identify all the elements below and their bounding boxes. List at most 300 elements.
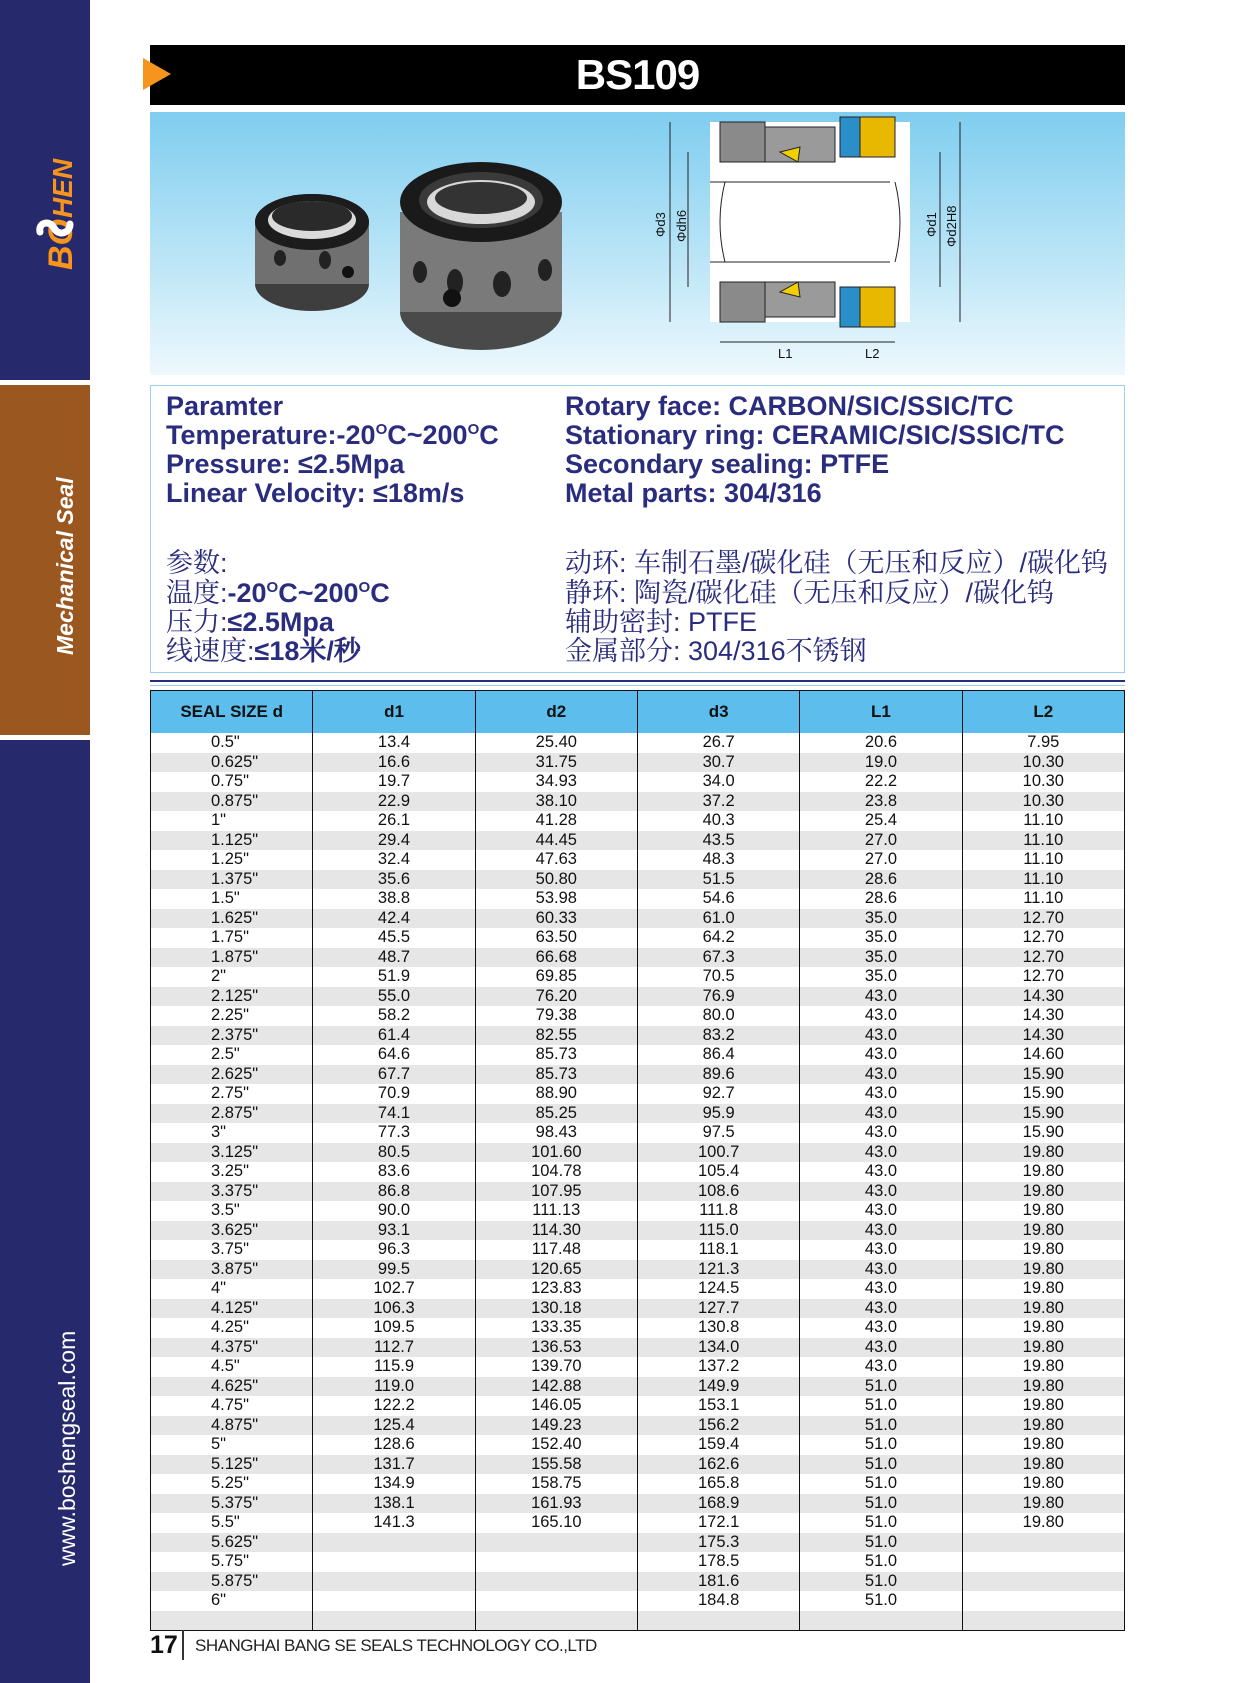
table-cell: 19.80 <box>962 1435 1124 1455</box>
table-cell: 34.0 <box>637 772 799 792</box>
table-cell: 19.7 <box>313 772 475 792</box>
label-L2: L2 <box>865 346 880 361</box>
table-row <box>151 909 1125 929</box>
table-cell: 43.0 <box>800 1065 962 1085</box>
sidebar-separator <box>0 380 90 385</box>
table-cell: 117.48 <box>475 1240 637 1260</box>
divider-line <box>150 685 1125 686</box>
table-cell: 63.50 <box>475 928 637 948</box>
table-cell: 43.0 <box>800 1357 962 1377</box>
table-cell <box>313 1552 475 1572</box>
table-cell: 10.30 <box>962 772 1124 792</box>
table-cell: 31.75 <box>475 753 637 773</box>
small-seal-image <box>255 194 369 311</box>
table-cell: 64.6 <box>313 1045 475 1065</box>
table-cell: 53.98 <box>475 889 637 909</box>
table-cell: 3.125" <box>151 1143 313 1163</box>
table-cell: 100.7 <box>637 1143 799 1163</box>
table-cell: 5.375" <box>151 1494 313 1514</box>
table-cell: 32.4 <box>313 850 475 870</box>
website-link[interactable]: www.boshengseal.com <box>54 1330 80 1566</box>
table-cell: 115.0 <box>637 1221 799 1241</box>
divider-line <box>150 680 1125 682</box>
table-row <box>151 1591 1125 1611</box>
spec-cn-stationary: 静环: 陶瓷/碳化硅（无压和反应）/碳化钨 <box>565 578 1055 608</box>
sidebar-separator <box>0 735 90 740</box>
table-row <box>151 1318 1125 1338</box>
table-cell: 1.75" <box>151 928 313 948</box>
table-cell: 11.10 <box>962 850 1124 870</box>
table-cell: 4.375" <box>151 1338 313 1358</box>
table-cell: 134.0 <box>637 1338 799 1358</box>
table-cell: 48.7 <box>313 948 475 968</box>
table-cell: 142.88 <box>475 1377 637 1397</box>
spec-velocity: Linear Velocity: ≤18m/s <box>166 478 465 508</box>
table-cell: 2.5" <box>151 1045 313 1065</box>
table-cell: 19.80 <box>962 1338 1124 1358</box>
table-cell: 2.875" <box>151 1104 313 1124</box>
table-cell: 58.2 <box>313 1006 475 1026</box>
table-cell: 85.73 <box>475 1065 637 1085</box>
table-cell <box>313 1611 475 1631</box>
table-cell: 19.80 <box>962 1299 1124 1319</box>
table-cell: 111.8 <box>637 1201 799 1221</box>
table-cell: 165.8 <box>637 1474 799 1494</box>
specification-panel <box>150 385 1125 673</box>
table-cell: 181.6 <box>637 1572 799 1592</box>
product-photo <box>150 112 1125 375</box>
table-cell: 80.5 <box>313 1143 475 1163</box>
spec-cn-temperature: 温度$:-20^OC\sim 200^OC$ <box>166 578 390 608</box>
table-cell: 119.0 <box>313 1377 475 1397</box>
table-cell: 1.625" <box>151 909 313 929</box>
table-cell: 149.23 <box>475 1416 637 1436</box>
table-cell: 131.7 <box>313 1455 475 1475</box>
table-cell: 20.6 <box>800 733 962 753</box>
table-cell: 88.90 <box>475 1084 637 1104</box>
table-cell: 98.43 <box>475 1123 637 1143</box>
table-row <box>151 733 1125 753</box>
table-cell <box>475 1572 637 1592</box>
svg-text:HEN: HEN <box>47 158 78 218</box>
table-cell: 12.70 <box>962 967 1124 987</box>
table-cell: 66.68 <box>475 948 637 968</box>
table-cell: 5.125" <box>151 1455 313 1475</box>
table-cell: 6" <box>151 1591 313 1611</box>
table-cell: 29.4 <box>313 831 475 851</box>
page-title: BS109 <box>150 45 1125 105</box>
page-number: 17 <box>150 1631 178 1659</box>
table-cell: 69.85 <box>475 967 637 987</box>
table-cell: 38.8 <box>313 889 475 909</box>
table-cell: 12.70 <box>962 928 1124 948</box>
table-cell: 89.6 <box>637 1065 799 1085</box>
table-cell: 7.95 <box>962 733 1124 753</box>
table-cell: 4.75" <box>151 1396 313 1416</box>
table-cell: 115.9 <box>313 1357 475 1377</box>
table-cell: 152.40 <box>475 1435 637 1455</box>
table-cell: 43.0 <box>800 1143 962 1163</box>
spec-stationary-ring: Stationary ring: CERAMIC/SIC/SSIC/TC <box>565 420 1065 450</box>
table-row <box>151 792 1125 812</box>
table-cell: 47.63 <box>475 850 637 870</box>
table-row <box>151 1006 1125 1026</box>
label-dh6: Φdh6 <box>674 209 689 242</box>
table-cell: 90.0 <box>313 1201 475 1221</box>
table-cell: 19.80 <box>962 1162 1124 1182</box>
table-cell: 2" <box>151 967 313 987</box>
table-cell: 41.28 <box>475 811 637 831</box>
header-seal-size: SEAL SIZE d <box>151 691 313 734</box>
table-cell: 61.4 <box>313 1026 475 1046</box>
table-cell: 19.80 <box>962 1377 1124 1397</box>
table-row <box>151 772 1125 792</box>
table-cell: 30.7 <box>637 753 799 773</box>
title-arrow-icon <box>143 58 171 90</box>
table-cell: 3.25" <box>151 1162 313 1182</box>
table-cell: 97.5 <box>637 1123 799 1143</box>
table-cell: 35.0 <box>800 967 962 987</box>
spec-cn-secondary: 辅助密封: PTFE <box>565 607 758 637</box>
section-label: Mechanical Seal <box>52 477 78 655</box>
table-cell: 1.875" <box>151 948 313 968</box>
table-cell <box>475 1533 637 1553</box>
table-cell: 5.5" <box>151 1513 313 1533</box>
table-cell: 51.9 <box>313 967 475 987</box>
table-row <box>151 1533 1125 1553</box>
table-cell: 0.625" <box>151 753 313 773</box>
table-cell <box>637 1611 799 1631</box>
table-cell: 105.4 <box>637 1162 799 1182</box>
table-cell <box>475 1552 637 1572</box>
table-row <box>151 1084 1125 1104</box>
table-cell: 14.30 <box>962 987 1124 1007</box>
table-cell: 35.6 <box>313 870 475 890</box>
table-cell: 133.35 <box>475 1318 637 1338</box>
header-d2: d2 <box>475 691 637 734</box>
table-row <box>151 1182 1125 1202</box>
table-cell: 153.1 <box>637 1396 799 1416</box>
table-cell <box>313 1572 475 1592</box>
table-body <box>151 733 1125 1631</box>
table-cell: 50.80 <box>475 870 637 890</box>
table-cell: 0.5" <box>151 733 313 753</box>
table-row <box>151 1045 1125 1065</box>
table-cell: 123.83 <box>475 1279 637 1299</box>
table-cell <box>475 1591 637 1611</box>
label-L1: L1 <box>778 346 793 361</box>
table-cell: 43.0 <box>800 1162 962 1182</box>
table-cell: 44.45 <box>475 831 637 851</box>
spec-rotary-face: Rotary face: CARBON/SIC/SSIC/TC <box>565 391 1014 421</box>
table-cell: 76.9 <box>637 987 799 1007</box>
table-cell: 112.7 <box>313 1338 475 1358</box>
table-cell: 43.0 <box>800 1201 962 1221</box>
table-cell: 130.18 <box>475 1299 637 1319</box>
table-cell: 83.6 <box>313 1162 475 1182</box>
table-row <box>151 1455 1125 1475</box>
table-cell: 35.0 <box>800 928 962 948</box>
table-cell: 19.80 <box>962 1260 1124 1280</box>
boshen-logo <box>20 140 80 280</box>
table-cell: 19.80 <box>962 1494 1124 1514</box>
table-cell: 70.5 <box>637 967 799 987</box>
table-cell: 43.0 <box>800 1104 962 1124</box>
table-cell: 1.5" <box>151 889 313 909</box>
table-cell: 19.80 <box>962 1318 1124 1338</box>
table-cell <box>800 1611 962 1631</box>
table-cell: 161.93 <box>475 1494 637 1514</box>
table-cell: 149.9 <box>637 1377 799 1397</box>
table-row <box>151 1572 1125 1592</box>
table-cell: 165.10 <box>475 1513 637 1533</box>
spec-cn-velocity: 线速度:≤18米/秒 <box>166 636 361 666</box>
table-cell: 1.125" <box>151 831 313 851</box>
table-cell: 51.0 <box>800 1416 962 1436</box>
table-cell: 175.3 <box>637 1533 799 1553</box>
table-cell: 43.0 <box>800 1240 962 1260</box>
table-cell: 34.93 <box>475 772 637 792</box>
table-cell: 26.7 <box>637 733 799 753</box>
table-cell: 86.4 <box>637 1045 799 1065</box>
table-row <box>151 1143 1125 1163</box>
table-cell: 184.8 <box>637 1591 799 1611</box>
table-cell: 37.2 <box>637 792 799 812</box>
table-cell: 3.625" <box>151 1221 313 1241</box>
table-cell: 35.0 <box>800 948 962 968</box>
table-cell: 13.4 <box>313 733 475 753</box>
table-cell: 19.80 <box>962 1416 1124 1436</box>
table-row <box>151 753 1125 773</box>
table-cell: 108.6 <box>637 1182 799 1202</box>
table-row <box>151 1260 1125 1280</box>
table-cell: 11.10 <box>962 870 1124 890</box>
table-cell: 10.30 <box>962 753 1124 773</box>
table-cell: 136.53 <box>475 1338 637 1358</box>
table-cell: 4.25" <box>151 1318 313 1338</box>
table-cell: 43.0 <box>800 1006 962 1026</box>
table-cell: 55.0 <box>313 987 475 1007</box>
table-row <box>151 1494 1125 1514</box>
table-cell: 99.5 <box>313 1260 475 1280</box>
table-cell: 12.70 <box>962 948 1124 968</box>
table-row <box>151 1026 1125 1046</box>
table-cell: 43.0 <box>800 987 962 1007</box>
table-cell: 172.1 <box>637 1513 799 1533</box>
spec-metal-parts: Metal parts: 304/316 <box>565 478 822 508</box>
table-cell: 15.90 <box>962 1084 1124 1104</box>
table-row <box>151 928 1125 948</box>
table-cell: 2.625" <box>151 1065 313 1085</box>
table-row <box>151 1299 1125 1319</box>
table-cell: 3.375" <box>151 1182 313 1202</box>
header-d1: d1 <box>313 691 475 734</box>
spec-param-title: Paramter <box>166 391 284 421</box>
table-cell: 51.0 <box>800 1455 962 1475</box>
table-cell: 162.6 <box>637 1455 799 1475</box>
table-cell: 86.8 <box>313 1182 475 1202</box>
table-cell: 19.80 <box>962 1182 1124 1202</box>
table-cell: 51.0 <box>800 1494 962 1514</box>
table-cell: 14.30 <box>962 1006 1124 1026</box>
table-cell: 121.3 <box>637 1260 799 1280</box>
table-cell: 137.2 <box>637 1357 799 1377</box>
table-cell: 51.5 <box>637 870 799 890</box>
table-cell: 104.78 <box>475 1162 637 1182</box>
table-cell: 19.80 <box>962 1357 1124 1377</box>
spec-cn-param: 参数: <box>166 548 228 578</box>
table-cell: 5.75" <box>151 1552 313 1572</box>
table-row <box>151 1416 1125 1436</box>
table-cell: 106.3 <box>313 1299 475 1319</box>
table-cell <box>962 1591 1124 1611</box>
table-row <box>151 831 1125 851</box>
table-cell: 111.13 <box>475 1201 637 1221</box>
table-cell: 109.5 <box>313 1318 475 1338</box>
table-cell <box>962 1533 1124 1553</box>
table-row <box>151 889 1125 909</box>
table-cell: 127.7 <box>637 1299 799 1319</box>
table-cell: 43.0 <box>800 1279 962 1299</box>
table-cell: 43.0 <box>800 1318 962 1338</box>
table-cell: 125.4 <box>313 1416 475 1436</box>
table-cell: 23.8 <box>800 792 962 812</box>
table-cell: 5.25" <box>151 1474 313 1494</box>
label-d1: Φd1 <box>924 212 939 237</box>
table-cell: 4.5" <box>151 1357 313 1377</box>
table-row <box>151 870 1125 890</box>
table-row <box>151 811 1125 831</box>
table-cell: 2.25" <box>151 1006 313 1026</box>
table-cell <box>962 1552 1124 1572</box>
table-cell: 82.55 <box>475 1026 637 1046</box>
table-cell: 118.1 <box>637 1240 799 1260</box>
table-cell: 85.73 <box>475 1045 637 1065</box>
table-header-row <box>151 691 1125 734</box>
table-cell: 83.2 <box>637 1026 799 1046</box>
table-cell: 51.0 <box>800 1533 962 1553</box>
table-cell <box>151 1611 313 1631</box>
table-cell: 14.30 <box>962 1026 1124 1046</box>
table-cell: 5.625" <box>151 1533 313 1553</box>
table-cell: 156.2 <box>637 1416 799 1436</box>
table-cell: 1" <box>151 811 313 831</box>
spec-secondary-sealing: Secondary sealing: PTFE <box>565 449 890 479</box>
table-cell: 141.3 <box>313 1513 475 1533</box>
table-cell: 60.33 <box>475 909 637 929</box>
table-cell: 70.9 <box>313 1084 475 1104</box>
table-cell: 102.7 <box>313 1279 475 1299</box>
table-cell: 67.3 <box>637 948 799 968</box>
table-cell: 54.6 <box>637 889 799 909</box>
table-cell: 43.5 <box>637 831 799 851</box>
table-cell: 114.30 <box>475 1221 637 1241</box>
table-cell: 25.40 <box>475 733 637 753</box>
table-cell <box>475 1611 637 1631</box>
table-cell: 51.0 <box>800 1474 962 1494</box>
table-cell: 3.5" <box>151 1201 313 1221</box>
table-row <box>151 987 1125 1007</box>
spec-cn-metal: 金属部分: 304/316不锈钢 <box>565 636 867 666</box>
table-cell: 25.4 <box>800 811 962 831</box>
table-cell: 51.0 <box>800 1396 962 1416</box>
table-cell: 40.3 <box>637 811 799 831</box>
table-cell: 85.25 <box>475 1104 637 1124</box>
table-cell: 107.95 <box>475 1182 637 1202</box>
table-row <box>151 1513 1125 1533</box>
table-cell: 1.375" <box>151 870 313 890</box>
table-cell: 4.125" <box>151 1299 313 1319</box>
table-cell: 0.875" <box>151 792 313 812</box>
table-cell: 4.625" <box>151 1377 313 1397</box>
table-cell: 134.9 <box>313 1474 475 1494</box>
table-cell: 138.1 <box>313 1494 475 1514</box>
table-row <box>151 1123 1125 1143</box>
table-cell: 28.6 <box>800 870 962 890</box>
footer-divider <box>182 1630 184 1660</box>
table-cell: 14.60 <box>962 1045 1124 1065</box>
table-row <box>151 967 1125 987</box>
product-image-panel <box>150 112 1125 375</box>
table-row <box>151 1396 1125 1416</box>
table-cell: 19.80 <box>962 1455 1124 1475</box>
table-cell: 2.75" <box>151 1084 313 1104</box>
table-cell: 168.9 <box>637 1494 799 1514</box>
table-cell: 159.4 <box>637 1435 799 1455</box>
table-cell: 51.0 <box>800 1377 962 1397</box>
table-cell: 19.80 <box>962 1279 1124 1299</box>
table-row <box>151 1104 1125 1124</box>
table-cell: 38.10 <box>475 792 637 812</box>
table-cell: 43.0 <box>800 1338 962 1358</box>
table-cell: 43.0 <box>800 1026 962 1046</box>
table-cell: 51.0 <box>800 1572 962 1592</box>
table-cell: 27.0 <box>800 850 962 870</box>
table-cell: 96.3 <box>313 1240 475 1260</box>
table-row <box>151 1221 1125 1241</box>
seal-cross-section-drawing <box>670 117 960 342</box>
table-cell: 35.0 <box>800 909 962 929</box>
table-cell: 128.6 <box>313 1435 475 1455</box>
table-cell: 15.90 <box>962 1123 1124 1143</box>
spec-pressure: Pressure: ≤2.5Mpa <box>166 449 405 479</box>
table-row <box>151 1240 1125 1260</box>
svg-text:BO: BO <box>42 219 80 270</box>
table-cell: 48.3 <box>637 850 799 870</box>
table-cell: 11.10 <box>962 811 1124 831</box>
table-cell: 3" <box>151 1123 313 1143</box>
table-cell: 2.125" <box>151 987 313 1007</box>
table-cell: 101.60 <box>475 1143 637 1163</box>
table-row <box>151 1065 1125 1085</box>
table-row <box>151 1611 1125 1631</box>
table-cell <box>313 1533 475 1553</box>
table-cell: 43.0 <box>800 1045 962 1065</box>
table-cell: 19.80 <box>962 1221 1124 1241</box>
table-row <box>151 1552 1125 1572</box>
table-row <box>151 850 1125 870</box>
table-cell: 19.80 <box>962 1201 1124 1221</box>
label-d3: Φd3 <box>653 212 668 237</box>
company-name: SHANGHAI BANG SE SEALS TECHNOLOGY CO.,LTD <box>195 1636 597 1655</box>
seal-size-table <box>150 690 1125 1631</box>
table-cell: 28.6 <box>800 889 962 909</box>
table-cell: 67.7 <box>313 1065 475 1085</box>
table-cell: 22.9 <box>313 792 475 812</box>
large-seal-image <box>400 162 562 350</box>
table-cell: 5" <box>151 1435 313 1455</box>
table-cell: 64.2 <box>637 928 799 948</box>
